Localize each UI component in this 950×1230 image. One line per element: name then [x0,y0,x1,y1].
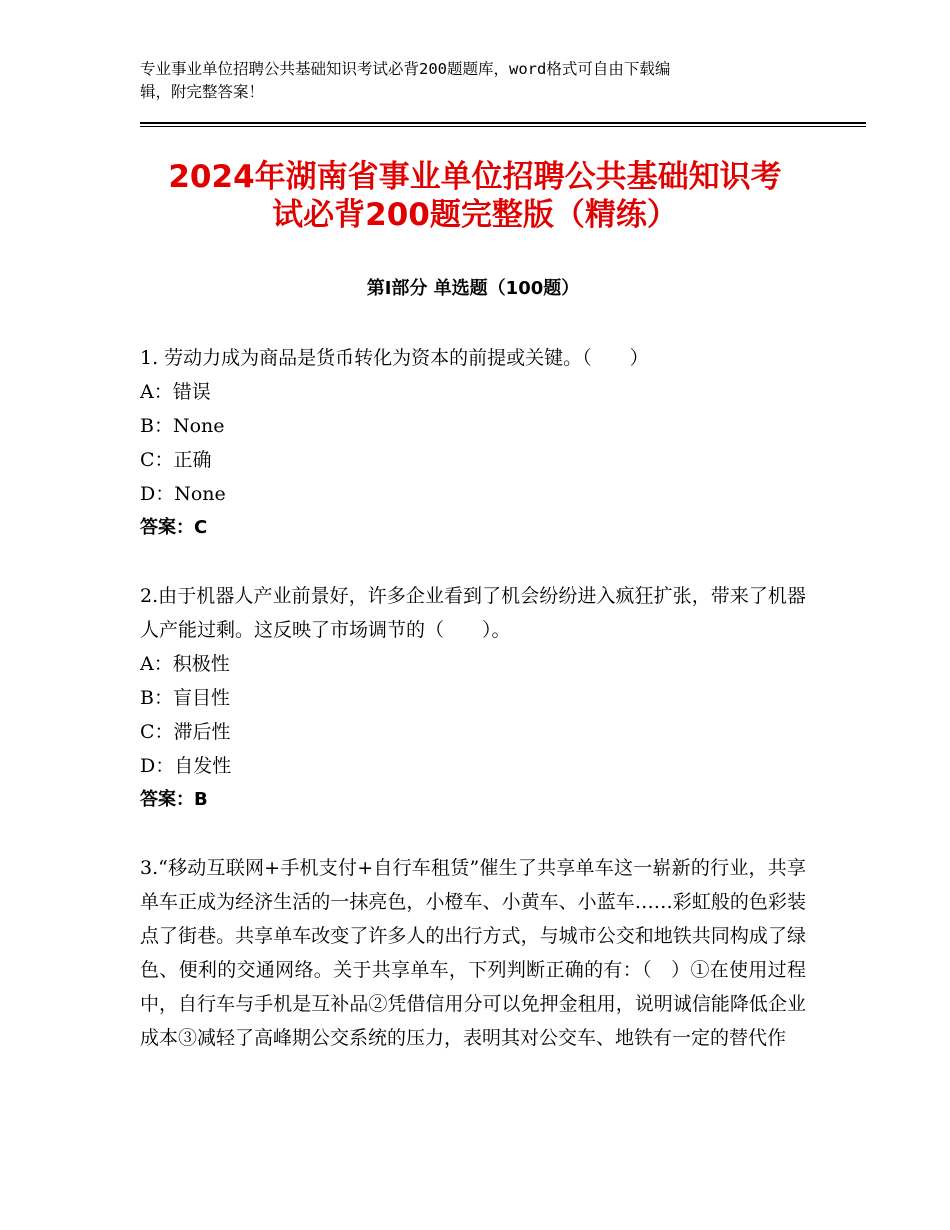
option-c: C：滞后性 [140,721,231,743]
option-d: D：自发性 [140,755,232,777]
header-rule-thick [140,122,866,124]
header-note [140,58,800,104]
header-rule-thin [140,126,866,127]
document-title [120,158,830,234]
answer: 答案：B [140,789,208,810]
option-b: B：盲目性 [140,687,230,709]
header-note-line-1: 专业事业单位招聘公共基础知识考试必背200题题库，word格式可自由下载编 [140,60,671,78]
answer: 答案：C [140,517,208,538]
question-list [140,341,806,1089]
option-c: C：正确 [140,449,212,471]
question-stem: 1. 劳动力成为商品是货币转化为资本的前提或关键。（ ） [140,347,649,369]
question-stem: 3.“移动互联网+手机支付+自行车租赁”催生了共享单车这一崭新的行业，共享单车正成为经济生活的一抹亮色，小橙车、小黄车、小蓝车……彩虹般的色彩装点了街巷。共享单车改变了许多人的出行方式，与城市公交和地铁共同构成了绿色、便利的交通网络。关于共享单车，下列判断正确的有：（ ）①在使用过程中，自行车与手机是互补品②凭借信用分可以免押金租用，说明诚信能降低企业成本③减轻了高峰期公交系统的压力，表明其对公交车、地铁有一定的替代作 [140,857,806,1049]
section-title: 第Ⅰ部分 单选题（100题） [366,278,580,299]
document-title-line-1: 2024年湖南省事业单位招聘公共基础知识考 [168,159,782,195]
question-stem: 2.由于机器人产业前景好，许多企业看到了机会纷纷进入疯狂扩张，带来了机器人产能过剩。这反映了市场调节的（ ）。 [140,585,806,641]
question-2 [140,579,806,817]
question-1 [140,341,806,545]
document-title-line-2: 试必背200题完整版（精练） [272,197,678,233]
option-a: A：错误 [140,381,211,403]
option-d: D：None [140,483,226,505]
option-b: B：None [140,415,225,437]
option-a: A：积极性 [140,653,230,675]
question-3 [140,851,806,1055]
header-note-line-2: 辑，附完整答案！ [140,83,265,101]
